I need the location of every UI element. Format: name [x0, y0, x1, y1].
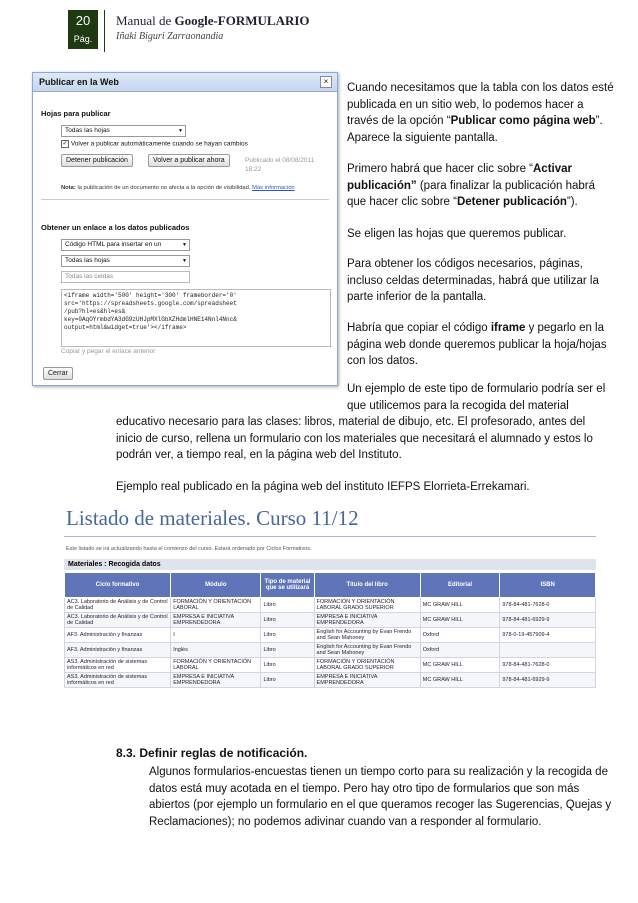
page-number-box [68, 10, 98, 49]
paragraph-notification: Algunos formularios-encuestas tienen un tiempo corto para su realización y la recogida de datos está muy acotada en el tiempo. Pero hay otro tipo de formularios que son más abiertos (por ejemplo un formulario en el que queramos recoger las Sugerencias, Quejas y Reclamaciones); no podemos adivinar cuando van a responder al formulario. [149, 766, 612, 828]
table-cell: AS3. Administración de sistemas informáticos en red [65, 673, 171, 688]
table-cell: 978-84-481-6929-9 [500, 613, 596, 628]
p5-part-c: y pegarlo en la página web donde queremos publicar la hoja/hojas con los datos. [347, 322, 607, 367]
cells-input[interactable]: Todas las celdas [61, 271, 190, 283]
table-cell: FORMACIÓN Y ORIENTACIÓN LABORAL [171, 598, 261, 613]
column-header: Editorial [420, 573, 500, 598]
publish-dialog [32, 72, 338, 386]
section-sheets-heading: Hojas para publicar [41, 109, 111, 118]
table-cell: English for Accounting by Evan Frendo and Sean Mahoney [314, 628, 420, 643]
p2-part-a: Primero habrá que hacer clic sobre “ [347, 163, 533, 175]
table-cell: 978-84-481-7628-0 [500, 598, 596, 613]
page-label: Pág. [73, 34, 93, 44]
table-row [65, 643, 596, 658]
table-cell: Libro [261, 628, 314, 643]
table-row [65, 628, 596, 643]
materials-table [64, 572, 596, 688]
paragraph-publish-option [347, 80, 617, 146]
table-cell: AC3. Laboratorio de Análisis y de Control de Calidad [65, 598, 171, 613]
table-cell [500, 643, 596, 658]
paragraph-example-cont: educativo necesario para las clases: libros, material de dibujo, etc. El profesorado, antes del inicio de curso, rellena un formulario con los materiales que necesitará el alumnado y estos lo podrán ver, a tiempo real, en la página web del Instituto. [116, 416, 593, 461]
table-cell: 978-84-481-7628-0 [500, 658, 596, 673]
table-cell: Libro [261, 658, 314, 673]
table-cell: AC3. Laboratorio de Análisis y de Control de Calidad [65, 613, 171, 628]
format-select[interactable]: Código HTML para insertar en un ▼ [61, 239, 190, 251]
column-header: Módulo [171, 573, 261, 598]
table-cell: Oxford [420, 628, 500, 643]
materials-title: Listado de materiales. Curso 11/12 [66, 506, 359, 530]
close-icon[interactable]: × [320, 76, 332, 88]
p2-bold-stop: Detener publicación [456, 196, 567, 208]
table-cell: I [171, 628, 261, 643]
table-cell: FORMACIÓN Y ORIENTACIÓN LABORAL GRADO SUPERIOR [314, 598, 420, 613]
table-cell: Libro [261, 643, 314, 658]
table-cell: 978-0-19-457909-4 [500, 628, 596, 643]
p2-part-c: (para finalizar la publicación habrá que hacer clic sobre “ [347, 179, 596, 208]
sheet-select[interactable]: Todas las hojas ▼ [61, 125, 186, 137]
p1-bold: Publicar como página web [450, 115, 596, 127]
manual-title [116, 13, 310, 29]
paragraph-real-example: Ejemplo real publicado en la página web del instituto IEFPS Elorrieta-Errekamari. [116, 481, 530, 493]
paragraph-iframe [347, 320, 617, 370]
p2-bold-activate: Activar publicación” [347, 163, 572, 192]
table-cell: English for Accounting by Evan Frendo and Sean Mahoney [314, 643, 420, 658]
section-link-heading: Obtener un enlace a los datos publicados [41, 223, 190, 232]
table-cell: AS3. Administración de sistemas informáticos en red [65, 658, 171, 673]
table-cell: Libro [261, 673, 314, 688]
note-label: Nota: [61, 185, 76, 191]
paragraph-select-sheets: Se eligen las hojas que queremos publicar. [347, 228, 567, 240]
materials-title-rule [64, 536, 596, 537]
p1-part-a: Cuando necesitamos que la tabla con los datos esté publicada en un sitio web, lo podemos hacer a través de la opción “ [347, 82, 614, 127]
dialog-title: Publicar en la Web [33, 73, 337, 92]
column-header: Título del libro [314, 573, 420, 598]
table-cell: Inglés [171, 643, 261, 658]
table-header-row [65, 573, 596, 598]
table-cell: MC GRAW HILL [420, 598, 500, 613]
copy-hint: Copiar y pegar el enlace anterior [61, 348, 156, 355]
checkbox-checked-icon[interactable]: ✓ [62, 141, 68, 147]
embed-code-textarea[interactable]: <iframe width='500' height='300' frameborder='0' src='https://spreadsheets.google.com/spreadsheet /pub?hl=es&hl=es& key=0AqOYrmbdYA3dG9zUHJpMXlGbXZHdmlHNE14Nnl4Nnc& output=html&widget=true'></iframe> [61, 289, 331, 347]
paragraph-codes: Para obtener los códigos necesarios, páginas, incluso celdas determinadas, habrá que utilizar la parte inferior de la pantalla. [347, 258, 599, 303]
table-row [65, 598, 596, 613]
dialog-divider [41, 199, 329, 200]
section-heading: 8.3. Definir reglas de notificación. [116, 746, 308, 760]
sheet-select-link[interactable]: Todas las hojas ▼ [61, 255, 190, 267]
more-info-link[interactable]: Más información [252, 185, 295, 191]
paragraph-activate [347, 161, 617, 211]
auto-republish-row[interactable] [61, 140, 248, 148]
materials-list-image [64, 502, 596, 716]
table-cell: 978-84-481-6929-9 [500, 673, 596, 688]
table-cell: EMPRESA E INICIATIVA EMPRENDEDORA [171, 613, 261, 628]
materials-note: Este listado se irá actualizando hasta el comienzo del curso. Estará ordenado por Ciclos Formativos. [66, 546, 312, 552]
manual-title-prefix: Manual de [116, 13, 175, 28]
column-header: Tipo de material que se utilizará [261, 573, 314, 598]
table-cell: MC GRAW HILL [420, 658, 500, 673]
table-cell: Libro [261, 598, 314, 613]
table-cell: MC GRAW HILL [420, 613, 500, 628]
table-cell: AF3. Administración y finanzas [65, 628, 171, 643]
table-row [65, 658, 596, 673]
author-name: Iñaki Biguri Zarraonandia [116, 31, 224, 42]
republish-now-button[interactable]: Volver a publicar ahora [148, 154, 230, 167]
table-cell: FORMACIÓN Y ORIENTACIÓN LABORAL GRADO SUPERIOR [314, 658, 420, 673]
table-cell: EMPRESA E INICIATIVA EMPRENDEDORA [314, 673, 420, 688]
table-row [65, 613, 596, 628]
page-number: 20 [75, 13, 91, 28]
published-date: Publicado el 08/08/2011 18:22 [245, 157, 315, 173]
close-button[interactable]: Cerrar [43, 367, 73, 380]
publish-note [61, 185, 331, 191]
stop-publishing-button[interactable]: Detener publicación [61, 154, 133, 167]
auto-republish-label: Volver a publicar automáticamente cuando se hayan cambios [70, 140, 248, 148]
materials-subheader: Materiales : Recogida datos [64, 559, 596, 570]
p5-bold: iframe [490, 322, 526, 334]
p2-part-e: ”). [566, 196, 578, 208]
p5-part-a: Habría que copiar el código [347, 322, 491, 334]
paragraph-example-start: Un ejemplo de este tipo de formulario podría ser el que utilicemos para la recogida del material [347, 383, 606, 412]
table-cell: MC GRAW HILL [420, 673, 500, 688]
table-cell: EMPRESA E INICIATIVA EMPRENDEDORA [314, 613, 420, 628]
p1-part-c: ”. Aparece la siguiente pantalla. [347, 115, 603, 144]
note-text: la publicación de un documento no afecta a la opción de visibilidad. [77, 185, 251, 191]
column-header: Ciclo formativo [65, 573, 171, 598]
table-cell: Libro [261, 613, 314, 628]
table-cell: AF3. Administración y finanzas [65, 643, 171, 658]
manual-title-bold: Google-FORMULARIO [174, 13, 310, 28]
table-cell: Oxford [420, 643, 500, 658]
table-row [65, 673, 596, 688]
header-divider [104, 10, 105, 52]
column-header: ISBN [500, 573, 596, 598]
table-cell: FORMACIÓN Y ORIENTACIÓN LABORAL [171, 658, 261, 673]
table-cell: EMPRESA E INICIATIVA EMPRENDEDORA [171, 673, 261, 688]
